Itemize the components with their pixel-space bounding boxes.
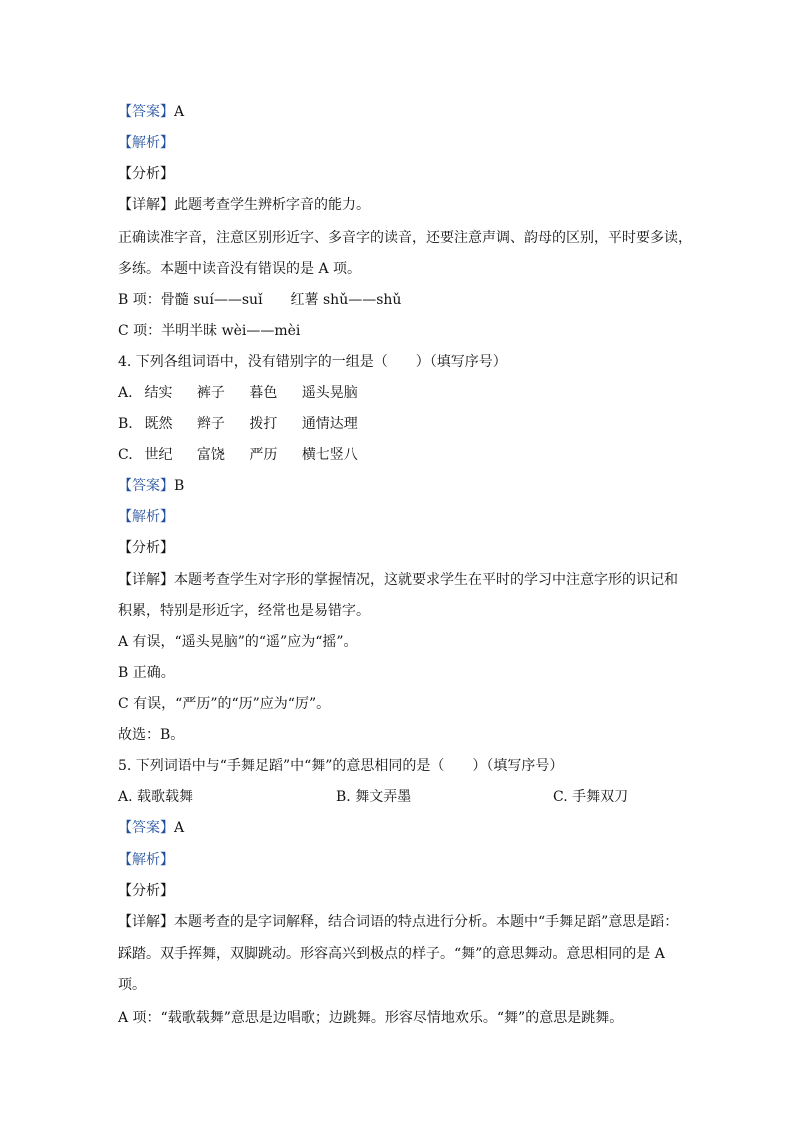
q3-para-line-2: 多练。本题中读音没有错误的是 A 项。 <box>118 261 362 277</box>
q4-a-note: A 有误，“遥头晃脑”的“遥”应为“摇”。 <box>118 634 358 650</box>
q5-xiangjie-line-3: 项。 <box>118 977 146 993</box>
option-label: A. <box>118 385 133 401</box>
jiexi-tag: 【解析】 <box>118 135 174 151</box>
fenxi-tag: 【分析】 <box>118 166 174 182</box>
q3-b-item: B 项：骨髓 suí——suǐ 红薯 shǔ——shǔ <box>118 292 402 308</box>
option-word: 严历 <box>249 447 278 463</box>
option-word: 既然 <box>144 416 173 432</box>
option-word: 结实 <box>144 385 173 401</box>
q3-para-line-1: 正确读准字音，注意区别形近字、多音字的读音，还要注意声调、韵母的区别，平时要多读， <box>118 230 692 246</box>
answer-value: B <box>174 478 185 494</box>
option-word: 暮色 <box>249 385 278 401</box>
option-label: C. <box>118 447 133 463</box>
option-word: 横七竖八 <box>301 447 358 463</box>
jiexi-tag: 【解析】 <box>118 509 174 525</box>
fenxi-tag: 【分析】 <box>118 883 174 899</box>
q5-xiangjie-line-2: 踩踏。双手挥舞，双脚跳动。形容高兴到极点的样子。“舞”的意思舞动。意思相同的是 A <box>118 946 665 962</box>
q4-answer-line <box>118 476 694 496</box>
fenxi-tag: 【分析】 <box>118 540 174 556</box>
q5-option-c: C. 手舞双刀 <box>553 789 629 805</box>
answer-tag: 【答案】 <box>118 820 174 836</box>
q4-b-note: B 正确。 <box>118 665 175 681</box>
option-word: 辫子 <box>196 416 225 432</box>
q4-conclusion: 故选：B。 <box>118 727 185 743</box>
xiangjie-tag: 【详解】 <box>118 914 174 930</box>
q3-answer-line <box>118 102 694 122</box>
answer-tag: 【答案】 <box>118 104 174 120</box>
q4-c-note: C 有误，“严历”的“历”应为“厉”。 <box>118 696 331 712</box>
option-label: B. <box>118 416 133 432</box>
xiangjie-tag: 【详解】 <box>118 572 174 588</box>
q5-jiexi-line <box>118 850 694 870</box>
q5-option-a: A. 载歌载舞 <box>118 789 194 805</box>
q3-fenxi-line <box>118 164 694 184</box>
q5-a-note: A 项：“载歌载舞”意思是边唱歌；边跳舞。形容尽情地欢乐。“舞”的意思是跳舞。 <box>118 1010 624 1026</box>
jiexi-tag: 【解析】 <box>118 852 174 868</box>
q5-xiangjie-line-1 <box>118 912 694 932</box>
q3-xiangjie-line <box>118 195 694 215</box>
xiangjie-text: 此题考查学生辨析字音的能力。 <box>174 197 370 213</box>
q5-option-b: B. 舞文弄墨 <box>336 789 412 805</box>
q4-option-c <box>118 445 694 465</box>
xiangjie-tag: 【详解】 <box>118 197 174 213</box>
q3-jiexi-line <box>118 133 694 153</box>
q3-c-item: C 项：半明半昧 wèi——mèi <box>118 323 301 339</box>
q4-jiexi-line <box>118 507 694 527</box>
xiangjie-text: 本题考查的是字词解释，结合词语的特点进行分析。本题中“手舞足蹈”意思是蹈： <box>174 914 679 930</box>
option-word: 拨打 <box>249 416 278 432</box>
option-word: 通情达理 <box>301 416 358 432</box>
option-word: 世纪 <box>144 447 173 463</box>
q5-fenxi-line <box>118 881 694 901</box>
q4-xiangjie-line-1 <box>118 570 694 590</box>
q4-option-b <box>118 414 694 434</box>
option-word: 富饶 <box>196 447 225 463</box>
q4-stem: 4. 下列各组词语中，没有错别字的一组是（ ）（填写序号） <box>118 354 507 370</box>
q4-xiangjie-line-2: 积累，特别是形近字，经常也是易错字。 <box>118 603 370 619</box>
q4-option-a <box>118 383 694 403</box>
answer-value: A <box>174 820 185 836</box>
option-word: 裤子 <box>196 385 225 401</box>
q5-answer-line <box>118 818 694 838</box>
xiangjie-text: 本题考查学生对字形的掌握情况，这就要求学生在平时的学习中注意字形的识记和 <box>174 572 678 588</box>
answer-tag: 【答案】 <box>118 478 174 494</box>
q4-fenxi-line <box>118 538 694 558</box>
option-word: 遥头晃脑 <box>301 385 358 401</box>
q5-stem: 5. 下列词语中与“手舞足蹈”中“舞”的意思相同的是（ ）（填写序号） <box>118 758 564 774</box>
answer-value: A <box>174 104 185 120</box>
